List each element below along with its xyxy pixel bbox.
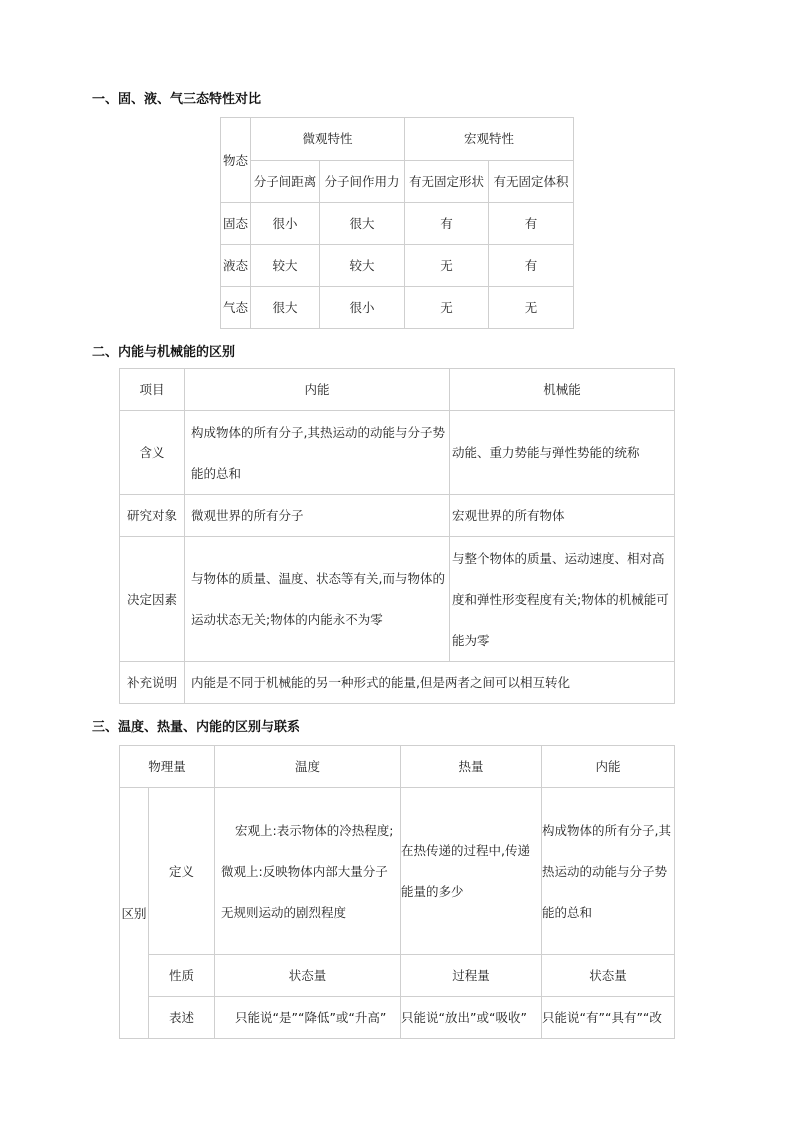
table-row [120,788,675,955]
row-label: 性质 [149,955,215,997]
table-row [221,203,574,245]
row-label: 定义 [149,788,215,955]
table-cell: 较大 [320,245,405,287]
header-heat: 热量 [401,746,542,788]
table-cell: 有 [405,203,489,245]
states-table [220,117,574,329]
table-cell: 与物体的质量、温度、状态等有关,而与物体的运动状态无关;物体的内能永不为零 [185,537,450,662]
row-label: 研究对象 [120,495,185,537]
table-row [120,495,675,537]
table-cell: 很大 [251,287,320,329]
table-cell: 宏观世界的所有物体 [450,495,675,537]
note-cell: 内能是不同于机械能的另一种形式的能量,但是两者之间可以相互转化 [185,662,675,704]
table-cell: 只能说“放出”或“吸收” [401,997,542,1039]
header-micro: 微观特性 [251,118,405,161]
group-label: 区别 [120,788,149,1039]
table-cell: 构成物体的所有分子,其热运动的动能与分子势能的总和 [185,411,450,495]
table-row [221,245,574,287]
table-cell: 只能说“是”“降低”或“升高” [215,997,401,1039]
state-label: 气态 [221,287,251,329]
header-fixed-volume: 有无固定体积 [489,160,574,203]
table-cell: 无 [405,287,489,329]
table-row [120,662,675,704]
table-cell: 在热传递的过程中,传递能量的多少 [401,788,542,955]
table-cell: 状态量 [215,955,401,997]
row-label: 补充说明 [120,662,185,704]
row-label: 含义 [120,411,185,495]
header-state: 物态 [221,118,251,203]
heat-table [119,745,675,1039]
header-molecular-force: 分子间作用力 [320,160,405,203]
row-label: 表述 [149,997,215,1039]
state-label: 固态 [221,203,251,245]
table-cell: 很小 [251,203,320,245]
table-cell: 较大 [251,245,320,287]
header-fixed-shape: 有无固定形状 [405,160,489,203]
table-cell: 动能、重力势能与弹性势能的统称 [450,411,675,495]
header-item: 项目 [120,369,185,411]
table-cell: 过程量 [401,955,542,997]
row-label: 决定因素 [120,537,185,662]
table-cell: 宏观上:表示物体的冷热程度;微观上:反映物体内部大量分子无规则运动的剧烈程度 [215,788,401,955]
energy-table [119,368,675,704]
header-quantity: 物理量 [120,746,215,788]
header-macro: 宏观特性 [405,118,574,161]
table-cell: 微观世界的所有分子 [185,495,450,537]
table-cell: 构成物体的所有分子,其热运动的动能与分子势能的总和 [542,788,675,955]
table-row [221,287,574,329]
table-cell: 状态量 [542,955,675,997]
table-row [120,537,675,662]
table-cell: 无 [405,245,489,287]
section2-title: 二、内能与机械能的区别 [92,345,236,360]
header-mechanical-energy: 机械能 [450,369,675,411]
table-row [120,997,675,1039]
table-row [120,955,675,997]
header-temperature: 温度 [215,746,401,788]
table-cell: 有 [489,245,574,287]
header-molecular-distance: 分子间距离 [251,160,320,203]
table-cell: 很大 [320,203,405,245]
table-row [120,411,675,495]
table-cell: 与整个物体的质量、运动速度、相对高度和弹性形变程度有关;物体的机械能可能为零 [450,537,675,662]
table-cell: 无 [489,287,574,329]
table-cell: 只能说“有”“具有”“改 [542,997,675,1039]
table-cell: 很小 [320,287,405,329]
table-cell: 有 [489,203,574,245]
state-label: 液态 [221,245,251,287]
header-internal-energy: 内能 [542,746,675,788]
header-internal-energy: 内能 [185,369,450,411]
section1-title: 一、固、液、气三态特性对比 [92,92,262,107]
section3-title: 三、温度、热量、内能的区别与联系 [92,720,301,735]
